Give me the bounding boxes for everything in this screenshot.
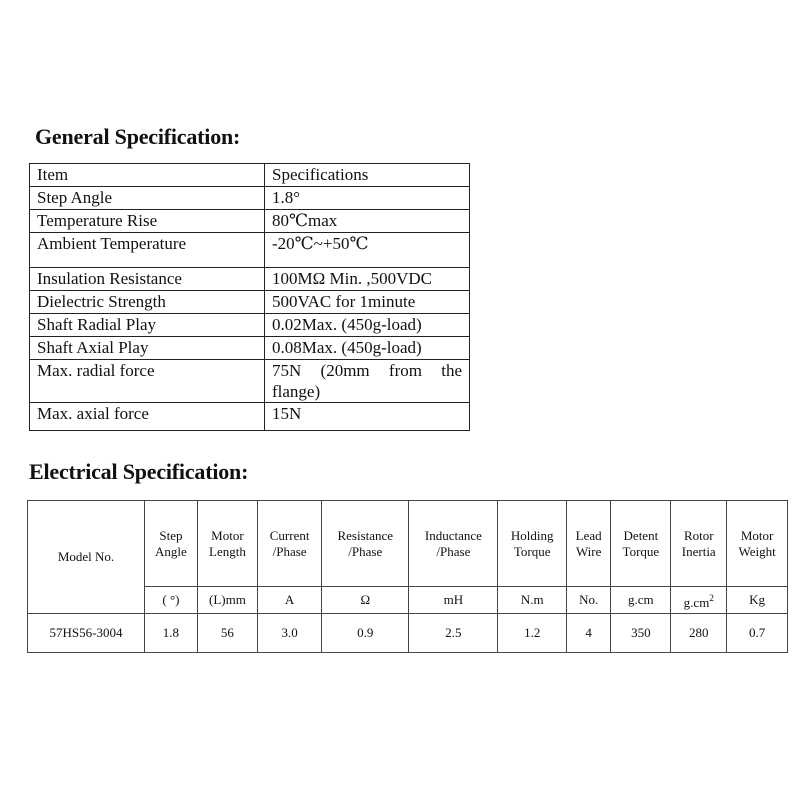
unit-cell: mH <box>409 587 498 614</box>
table-row <box>30 403 470 431</box>
table-row <box>30 210 470 233</box>
unit-cell: No. <box>566 587 611 614</box>
header-line: Resistance <box>337 527 394 543</box>
row-label: Dielectric Strength <box>30 291 265 314</box>
header-line: Inductance <box>424 527 482 543</box>
row-label: Ambient Temperature <box>30 233 265 268</box>
header-line: Torque <box>622 543 660 559</box>
header-line: Angle <box>155 543 187 559</box>
header-line: Motor <box>740 527 774 543</box>
value-cell: 280 <box>671 614 727 653</box>
row-value: 100MΩ Min. ,500VDC <box>265 268 470 291</box>
header-resistance-phase <box>322 501 409 587</box>
header-rotor-inertia <box>671 501 727 587</box>
header-step-angle <box>145 501 198 587</box>
header-holding-torque <box>498 501 566 587</box>
row-value: -20℃~+50℃ <box>265 233 470 268</box>
value-cell: 0.7 <box>727 614 788 653</box>
header-line: Motor <box>211 527 244 543</box>
row-value: 500VAC for 1minute <box>265 291 470 314</box>
header-line: Lead <box>575 527 602 543</box>
header-line: Torque <box>513 543 551 559</box>
header-current-phase <box>257 501 321 587</box>
value-cell: 1.2 <box>498 614 566 653</box>
row-value: 80℃max <box>265 210 470 233</box>
header-line: Rotor <box>683 527 714 543</box>
row-value: 15N <box>265 403 470 431</box>
value-cell: 350 <box>611 614 671 653</box>
general-specification-table <box>29 163 470 431</box>
table-row <box>30 233 470 268</box>
header-line: Wire <box>575 543 602 559</box>
unit-cell: (L)mm <box>197 587 257 614</box>
row-label: Max. radial force <box>30 360 265 403</box>
electrical-specification-heading: Electrical Specification: <box>29 459 249 484</box>
row-value: 0.08Max. (450g-load) <box>265 337 470 360</box>
unit-cell: ( °) <box>145 587 198 614</box>
unit-text: g.cm <box>683 594 710 610</box>
table-row <box>30 314 470 337</box>
table-row <box>30 291 470 314</box>
header-line: /Phase <box>348 543 383 559</box>
unit-cell: Ω <box>322 587 409 614</box>
header-line: Length <box>209 543 246 559</box>
unit-cell: N.m <box>498 587 566 614</box>
header-line: Current <box>269 527 310 543</box>
value-cell: 2.5 <box>409 614 498 653</box>
header-line: /Phase <box>436 543 471 559</box>
header-line: Weight <box>738 543 776 559</box>
header-line: Inertia <box>681 543 716 559</box>
row-value: 0.02Max. (450g-load) <box>265 314 470 337</box>
header-line: Holding <box>510 527 554 543</box>
row-label: Step Angle <box>30 187 265 210</box>
row-label: Temperature Rise <box>30 210 265 233</box>
general-specification-heading: General Specification: <box>35 124 241 149</box>
header-motor-weight <box>727 501 788 587</box>
row-label: Insulation Resistance <box>30 268 265 291</box>
header-motor-length <box>197 501 257 587</box>
unit-cell: A <box>257 587 321 614</box>
header-item: Item <box>30 164 265 187</box>
unit-cell: g.cm <box>611 587 671 614</box>
header-lead-wire <box>566 501 611 587</box>
row-value: 75N (20mm from the flange) <box>265 360 470 403</box>
value-cell: 1.8 <box>145 614 198 653</box>
header-specifications: Specifications <box>265 164 470 187</box>
table-header-row <box>30 164 470 187</box>
row-label: Shaft Radial Play <box>30 314 265 337</box>
row-value: 1.8° <box>265 187 470 210</box>
table-row <box>30 187 470 210</box>
header-line: Step <box>159 527 183 543</box>
table-row <box>30 360 470 403</box>
value-cell: 56 <box>197 614 257 653</box>
model-number: 57HS56-3004 <box>28 614 145 653</box>
unit-cell <box>671 587 727 614</box>
row-label: Shaft Axial Play <box>30 337 265 360</box>
header-line: /Phase <box>272 543 307 559</box>
value-cell: 4 <box>566 614 611 653</box>
table-row <box>28 614 788 653</box>
unit-superscript: 2 <box>709 592 714 603</box>
value-cell: 3.0 <box>257 614 321 653</box>
row-label: Max. axial force <box>30 403 265 431</box>
table-row <box>30 268 470 291</box>
header-model-no: Model No. <box>28 501 145 614</box>
electrical-specification-table <box>27 500 788 653</box>
table-header-row <box>28 501 788 587</box>
unit-cell: Kg <box>727 587 788 614</box>
header-inductance-phase <box>409 501 498 587</box>
header-detent-torque <box>611 501 671 587</box>
header-line: Detent <box>623 527 659 543</box>
value-cell: 0.9 <box>322 614 409 653</box>
table-row <box>30 337 470 360</box>
